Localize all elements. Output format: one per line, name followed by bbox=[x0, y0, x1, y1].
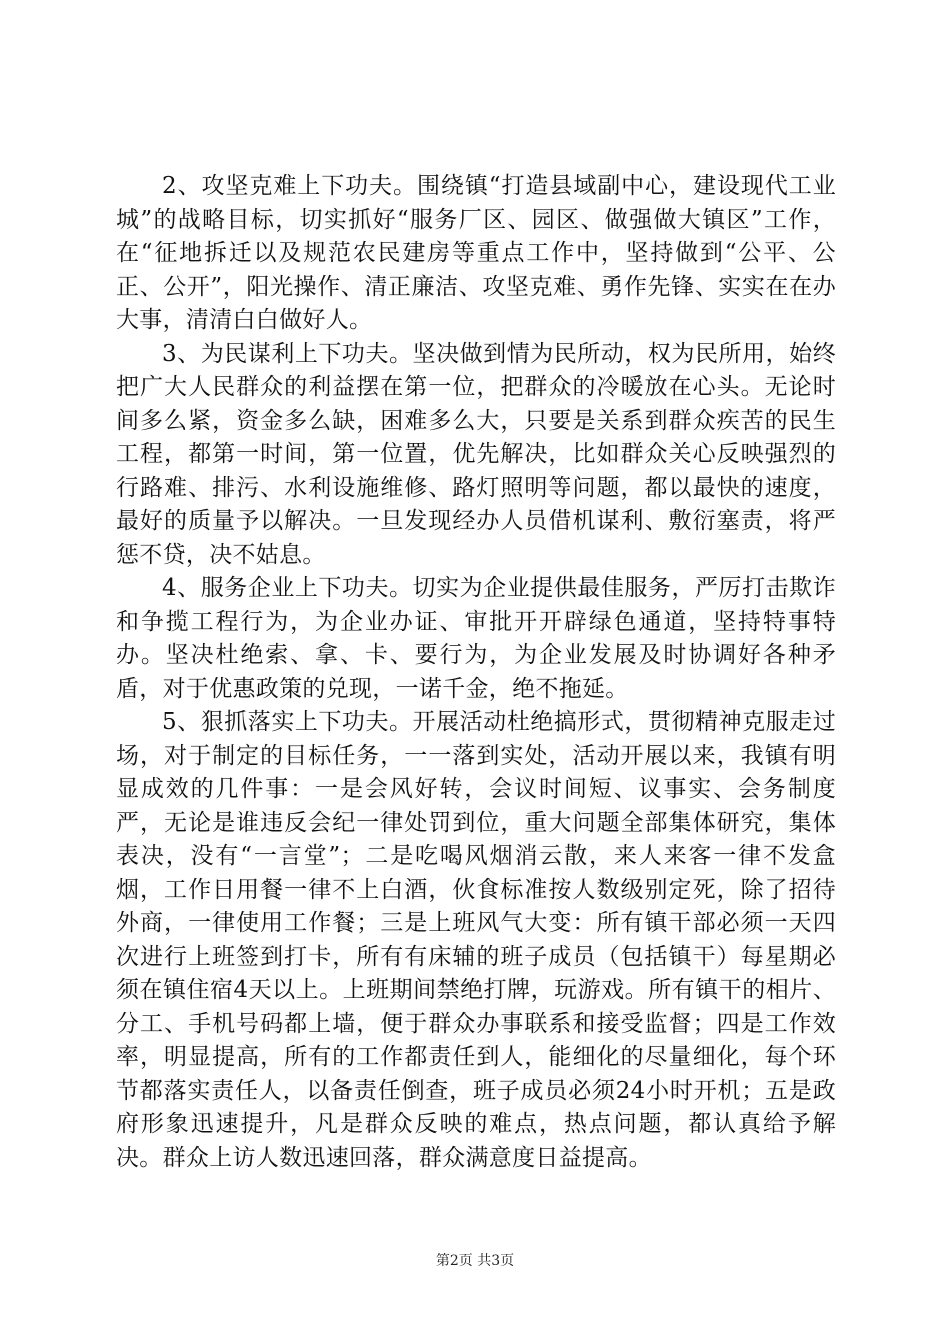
paragraph-2: 2、攻坚克难上下功夫。围绕镇“打造县域副中心，建设现代工业城”的战略目标，切实抓好“服务厂区、园区、做强做大镇区”工作，在“征地拆迁以及规范农民建房等重点工作中，坚持做到“公平、公正、公开”，阳光操作、清正廉洁、攻坚克难、勇作先锋、实实在在办大事，清清白白做好人。 bbox=[116, 173, 836, 333]
document-body bbox=[116, 170, 836, 1175]
paragraph-3: 3、为民谋利上下功夫。坚决做到情为民所动，权为民所用，始终把广大人民群众的利益摆在第一位，把群众的冷暖放在心头。无论时间多么紧，资金多么缺，困难多么大，只要是关系到群众疾苦的民生工程，都第一时间，第一位置，优先解决，比如群众关心反映强烈的行路难、排污、水利设施维修、路灯照明等问题，都以最快的速度，最好的质量予以解决。一旦发现经办人员借机谋利、敷衍塞责，将严惩不贷，决不姑息。 bbox=[116, 340, 836, 568]
paragraph-4: 4、服务企业上下功夫。切实为企业提供最佳服务，严厉打击欺诈和争揽工程行为，为企业办证、审批开开辟绿色通道，坚持特事特办。坚决杜绝索、拿、卡、要行为，为企业发展及时协调好各种矛盾，对于优惠政策的兑现，一诺千金，绝不拖延。 bbox=[116, 575, 836, 702]
paragraph-5: 5、狠抓落实上下功夫。开展活动杜绝搞形式，贯彻精神克服走过场，对于制定的目标任务，一一落到实处，活动开展以来，我镇有明显成效的几件事：一是会风好转，会议时间短、议事实、会务制度严，无论是谁违反会纪一律处罚到位，重大问题全部集体研究，集体表决，没有“一言堂”；二是吃喝风烟消云散，来人来客一律不发盒烟，工作日用餐一律不上白酒，伙食标准按人数级别定死，除了招待外商，一律使用工作餐；三是上班风气大变：所有镇干部必须一天四次进行上班签到打卡，所有有床辅的班子成员（包括镇干）每星期必须在镇住宿4天以上。上班期间禁绝打牌，玩游戏。所有镇干的相片、分工、手机号码都上墙，便于群众办事联系和接受监督；四是工作效率，明显提高，所有的工作都责任到人，能细化的尽量细化，每个环节都落实责任人，以备责任倒查，班子成员必须24小时开机；五是政府形象迅速提升，凡是群众反映的难点，热点问题，都认真给予解决。群众上访人数迅速回落，群众满意度日益提高。 bbox=[116, 709, 836, 1171]
page-footer: 第2页 共3页 bbox=[435, 1253, 515, 1269]
